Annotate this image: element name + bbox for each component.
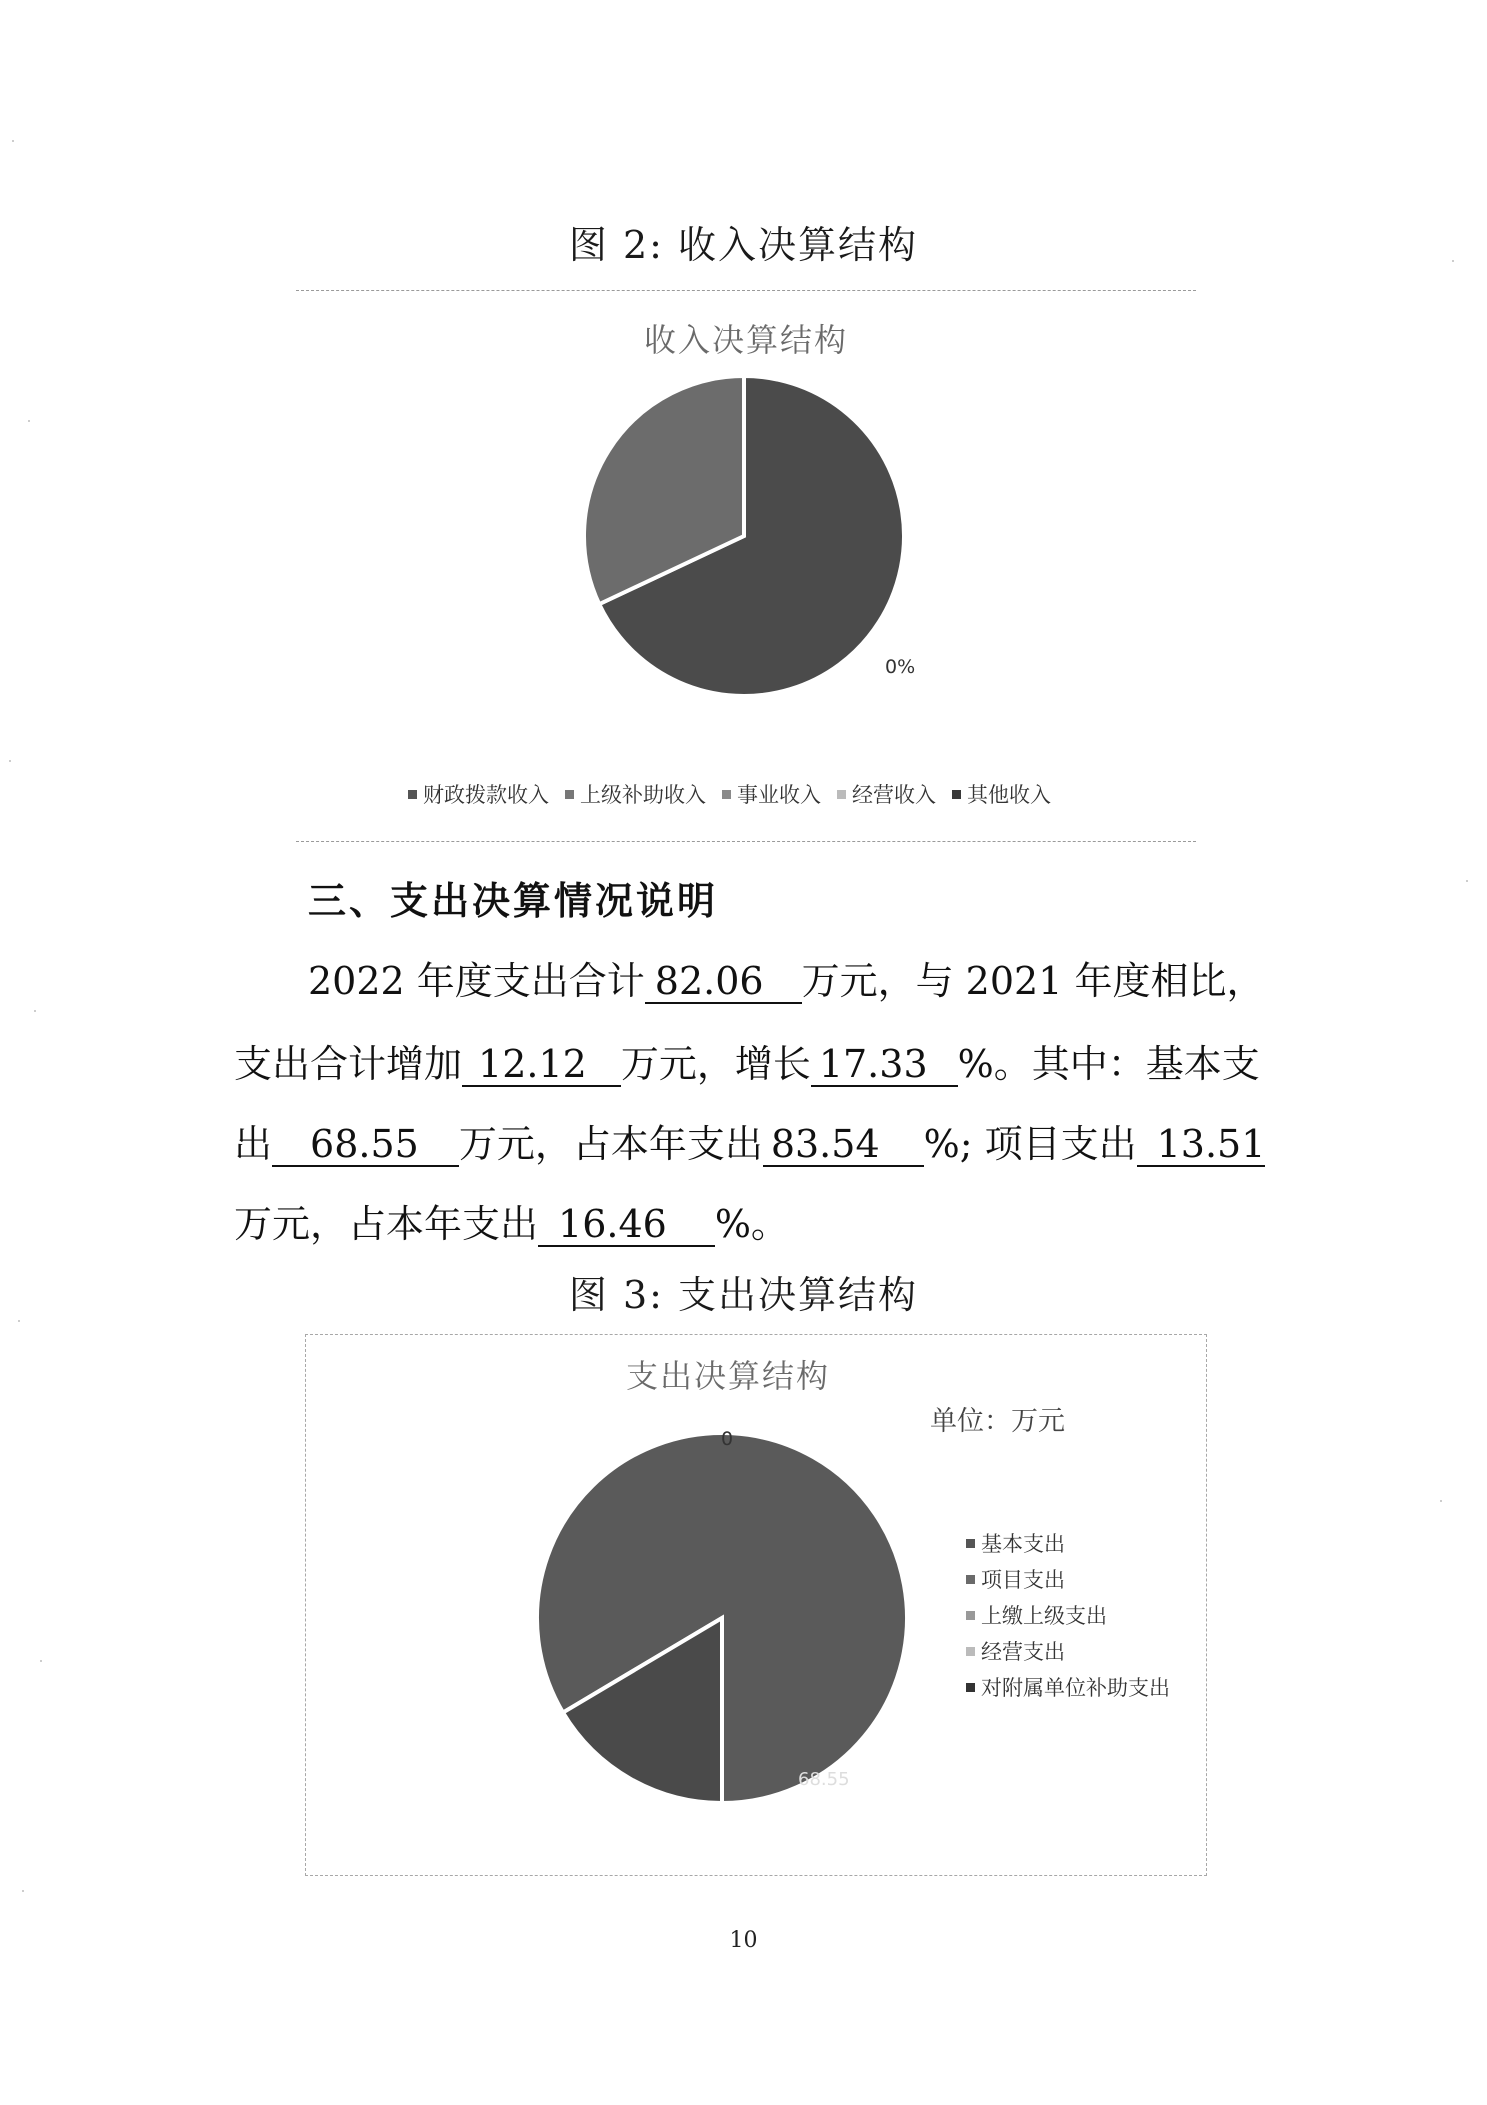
expense-zero-label: 0 bbox=[720, 1428, 734, 1450]
income-legend-item: 财政拨款收入 bbox=[408, 779, 549, 809]
expense-legend-item: 对附属单位补助支出 bbox=[966, 1669, 1170, 1705]
income-pct-label: 0% bbox=[885, 656, 916, 678]
page-number: 10 bbox=[729, 1928, 758, 1953]
para-line-4: 万元，占本年支出 16.46 %。 bbox=[234, 1202, 789, 1246]
income-pie bbox=[296, 291, 1196, 841]
project-expense-value: 13.51 bbox=[1137, 1125, 1266, 1167]
expense-legend-item: 项目支出 bbox=[966, 1561, 1170, 1597]
project-pct-value: 16.46 bbox=[538, 1205, 715, 1247]
section3-heading: 三、支出决算情况说明 bbox=[308, 879, 719, 923]
income-legend-item: 上级补助收入 bbox=[565, 779, 706, 809]
income-legend-item: 事业收入 bbox=[722, 779, 821, 809]
income-structure-chart bbox=[296, 290, 1196, 842]
expense-legend-item: 基本支出 bbox=[966, 1525, 1170, 1561]
para-line-1: 2022 年度支出合计 82.06 万元，与 2021 年度相比， bbox=[308, 959, 1265, 1003]
income-legend-item: 其他收入 bbox=[952, 779, 1051, 809]
expense-structure-chart bbox=[305, 1334, 1207, 1876]
basic-expense-value: 68.55 bbox=[272, 1125, 459, 1167]
income-legend bbox=[408, 779, 1051, 809]
expense-legend bbox=[966, 1525, 1170, 1705]
para-line-3: 出 68.55 万元，占本年支出 83.54 %; 项目支出 13.51 bbox=[234, 1122, 1266, 1166]
expense-value-label: 68.55 bbox=[798, 1769, 850, 1790]
income-chart-title: 收入决算结构 bbox=[643, 321, 848, 359]
figure3-caption: 图 3: 支出决算结构 bbox=[568, 1273, 919, 1317]
expense-chart-title: 支出决算结构 bbox=[626, 1357, 831, 1395]
unit-label: 单位：万元 bbox=[930, 1406, 1065, 1437]
increase-value: 12.12 bbox=[462, 1045, 621, 1087]
expense-legend-item: 上缴上级支出 bbox=[966, 1597, 1170, 1633]
growth-value: 17.33 bbox=[811, 1045, 958, 1087]
income-legend-item: 经营收入 bbox=[837, 779, 936, 809]
para-line-2: 支出合计增加 12.12 万元，增长 17.33 %。其中：基本支 bbox=[234, 1042, 1260, 1086]
basic-pct-value: 83.54 bbox=[763, 1125, 924, 1167]
total-expense-value: 82.06 bbox=[645, 962, 802, 1004]
figure2-caption: 图 2: 收入决算结构 bbox=[568, 223, 919, 267]
expense-legend-item: 经营支出 bbox=[966, 1633, 1170, 1669]
